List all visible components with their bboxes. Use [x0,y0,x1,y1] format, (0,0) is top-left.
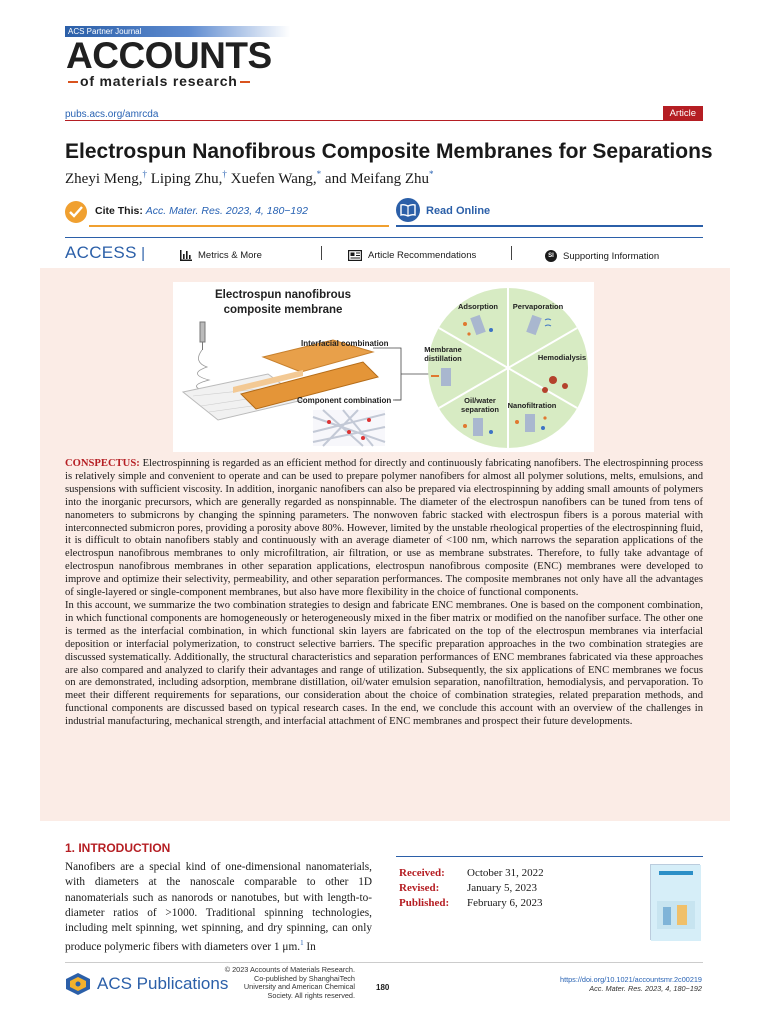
author-1-mark[interactable]: † [142,169,147,179]
author-2-mark[interactable]: † [222,169,227,179]
date-value: October 31, 2022 [467,867,544,879]
author-2[interactable]: Liping Zhu, [146,171,223,187]
app-membrane-distillation-line2: distillation [424,354,462,363]
toc-heading-line1: Electrospun nanofibrous [214,289,352,301]
open-book-icon [396,198,420,222]
abstract-paragraph-1-text: Electrospinning is regarded as an efficient method for directly and continuously fabricating nanofibers. The electrospinning process is relatively simple and convenient to operate and can be used to prepare polymer nanofibers for almost all polymer solutions, melts, emulsions, and suspensions with sufficient viscosity. In addition, inorganic nanofibers can also be prepared via electrospinning by adding small amounts of polymers into the inorganic precursors, which are generally regarded as nonspinnable. The diameter of the electrospun nanofibers can be tuned from tens of nanometers to submicrons by changing the spinning parameters. The nonwoven fabric stacked with electrospun fibers is a porous material with interconnected submicron pores, providing a porosity above 80%. However, limited by the unstable rheological properties of the electrospinning fluid, it is difficult to obtain nanofibers stably and continuously with an average diameter of <100 nm, which narrows the separation applications of the electrospun nanofibrous membranes to only microfiltration, air filtration, or use as membrane substrates. Therefore, to fully take advantage of electrospun nanofibrous membranes in other separation applications, electrospun nanofibrous composite (ENC) membranes were developed to improve and optimize their selectivity, permeability, and other separation performances. The composite membranes not only have all the advantages of single-layered or single-component membranes, but also have more flexibility in the choice of functional components. [65,458,703,599]
copyright-line: Co-published by ShanghaiTech [253,973,355,983]
footer-citation: Acc. Mater. Res. 2023, 4, 180−192 [589,984,702,993]
app-nanofiltration: Nanofiltration [507,401,557,410]
bar-chart-icon [180,250,192,261]
app-hemodialysis: Hemodialysis [537,353,587,362]
author-4-mark[interactable]: * [429,169,434,179]
app-adsorption: Adsorption [458,302,498,311]
metrics-more-button[interactable] [180,250,262,261]
read-online-bar[interactable] [396,198,703,226]
access-top-divider [65,237,703,238]
doi-link[interactable]: https://doi.org/10.1021/accountsmr.2c00219 [560,975,702,984]
copyright-line: © 2023 Accounts of Materials Research. [224,965,355,974]
abstract-paragraph-2: In this account, we summarize the two combination strategies to design and fabricate ENC membranes. One is based on the component combination, in which functional components are homogeneously or heterogeneously mixed in the fiber matrix or modified on the nanofiber surface. The other one is termed as the interfacial combination, in which functional skin layers are fabricated on the top of the electrospun membranes via interfacial deposition or interfacial polymerization, to construct selective barriers. The specific preparation approaches in the two combination strategies are discussed systematically. Additionally, the structural characteristics and separation performances of ENC membranes fabricated via these approaches are also compared and analyzed to clarify their advantages and range of utilization. Subsequently, the six applications of ENC membranes we focus on are demonstrated, including adsorption, membrane distillation, oil/water emulsion separation, nanofiltration, hemodialysis, and pervaporation. To meet their different requirements for separations, our consideration about the choice of combination strategies, related preparation methods, and functional components are discussed based on typical research cases. In the end, we conclude this account with an overview of the challenges in industrial manufacturing, mechanical strength, and interfacial attachment of ENC membranes and prospect their future developments. [65,599,703,728]
header-divider [65,120,703,121]
fiber-network-icon [313,410,385,446]
introduction-tail: In [303,941,316,954]
copyright-line: Society. All rights reserved. [267,990,355,1000]
access-separator [321,246,322,260]
acs-publications-logo[interactable] [65,972,228,996]
author-3[interactable]: Xuefen Wang, [226,171,317,187]
introduction-text: Nanofibers are a special kind of one-dimensional nanomaterials, with diameters at the nanoscale comparable to other 1D nanomaterials such as nanorods or nanotubes, but with length-to-diameter ratios of >1000. Traditional spinning technologies, including melt spinning, wet spinning, and dry spinning, can only produce polymeric fibers with diameters over 1 μm. [65,861,372,954]
article-type-badge: Article [663,106,703,121]
journal-logo-subtitle-text: of materials research [80,73,238,89]
author-list [65,169,434,188]
introduction-paragraph [65,860,372,956]
partner-journal-label: ACS Partner Journal [68,27,142,36]
copyright-line: University and American Chemical [243,982,355,992]
metrics-more-label: Metrics & More [198,250,262,261]
copyright-notice [220,966,355,1000]
access-label-text: ACCESS [65,243,137,262]
access-label: ACCESS | [65,243,146,262]
read-online-label[interactable]: Read Online [426,205,491,217]
toc-graphic[interactable] [173,282,594,452]
read-online-underline [396,225,703,227]
publication-dates [399,866,544,911]
date-row-received [399,866,544,881]
toc-component-label: Component combination [297,396,392,405]
journal-url-link[interactable]: pubs.acs.org/amrcda [65,109,159,120]
app-oil-water-line2: separation [461,405,499,414]
date-label: Published: [399,897,450,909]
author-1[interactable]: Zheyi Meng, [65,171,143,187]
section-heading-introduction: 1. INTRODUCTION [65,841,171,855]
doi-block [560,975,702,993]
cite-this-label: Cite This: [95,205,143,217]
toc-interfacial-label: Interfacial combination [301,339,389,348]
page-number: 180 [376,983,390,992]
supporting-information-label: Supporting Information [563,250,660,262]
date-row-published [399,896,544,911]
acs-publications-name: ACS Publications [97,974,229,993]
app-membrane-distillation-line1: Membrane [424,345,462,354]
journal-logo-main: ACCOUNTS [66,35,272,76]
footer-divider [65,962,703,963]
conspectus-label: CONSPECTUS: [65,458,140,469]
abstract-body [65,458,703,729]
access-separator [511,246,512,260]
cite-this-bar[interactable] [65,198,390,226]
journal-logo-subtitle [66,73,266,89]
dates-divider [396,856,703,857]
supporting-info-icon: SI [545,250,557,262]
supporting-information-button[interactable] [545,250,659,262]
cite-this-text [95,205,308,217]
date-value: January 5, 2023 [467,882,537,894]
reference-link-1[interactable]: 1 [300,939,304,948]
date-label: Revised: [399,882,440,894]
toc-heading-line2: composite membrane [223,304,343,316]
date-value: February 6, 2023 [467,897,543,909]
date-label: Received: [399,867,445,879]
date-row-revised [399,881,544,896]
journal-cover-thumbnail[interactable] [650,864,700,940]
access-bar [65,242,703,266]
acs-hexagon-logo-icon [65,972,91,996]
abstract-paragraph-1 [65,458,703,600]
article-recommendations-label: Article Recommendations [368,250,477,261]
app-pervaporation: Pervaporation [512,302,564,311]
checkmark-icon [65,201,87,223]
newspaper-icon [348,250,362,261]
app-oil-water-line1: Oil/water [464,396,496,405]
author-3-mark[interactable]: * [316,169,322,179]
author-4[interactable]: and Meifang Zhu [321,171,430,187]
article-recommendations-button[interactable] [348,250,476,261]
cite-this-reference[interactable]: Acc. Mater. Res. 2023, 4, 180−192 [145,205,308,217]
article-title: Electrospun Nanofibrous Composite Membranes for Separations [65,140,713,163]
cite-underline [89,225,389,227]
